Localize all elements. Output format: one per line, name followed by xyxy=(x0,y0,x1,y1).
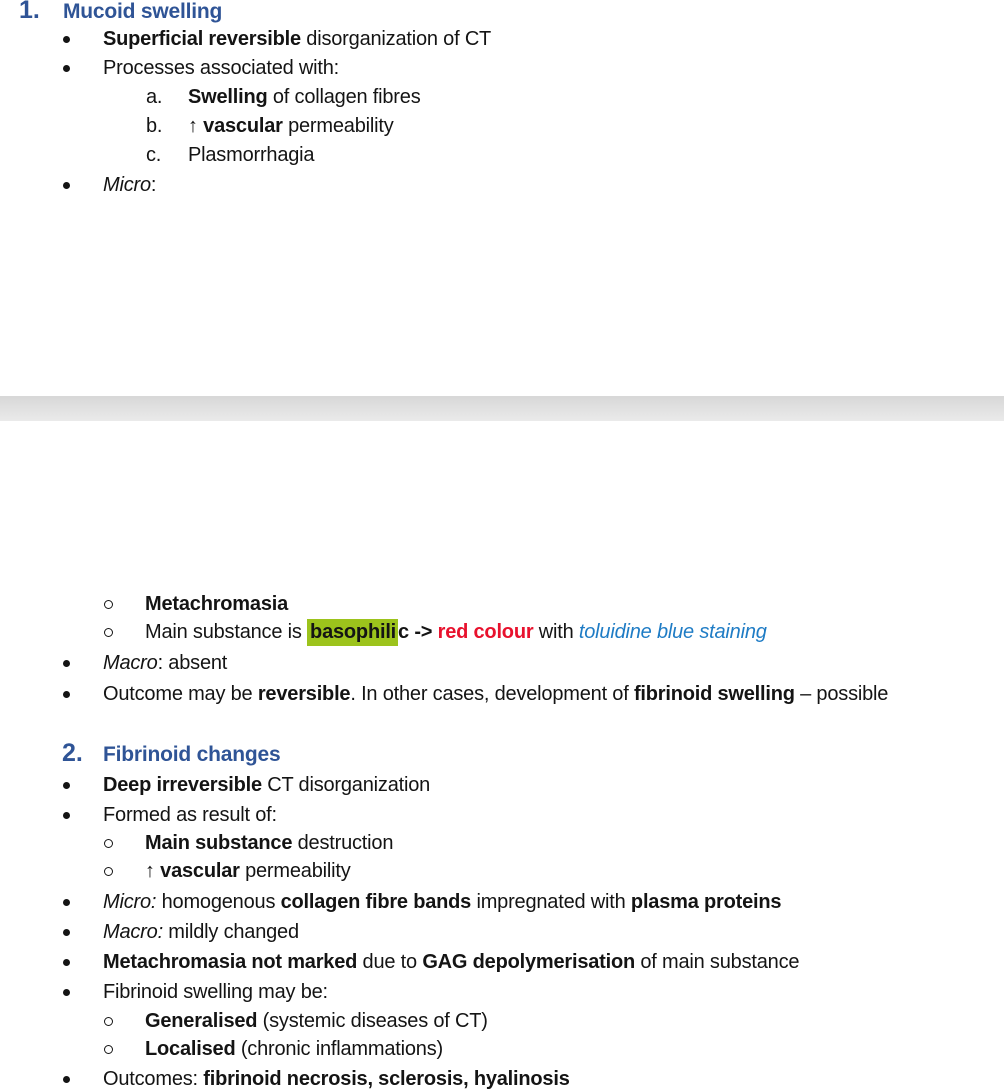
text-segment-bold: Deep irreversible xyxy=(103,774,262,796)
text-segment: Outcomes: xyxy=(103,1068,204,1090)
sub-item-c xyxy=(0,143,1004,168)
list-item-text: Fibrinoid swelling may be: xyxy=(103,981,328,1003)
hollow-bullet-icon xyxy=(104,1017,113,1026)
list-item-text xyxy=(103,27,491,51)
text-segment-bold: c xyxy=(398,621,409,643)
text-segment: permeability xyxy=(282,115,394,137)
list-item-micro xyxy=(0,173,1004,198)
bullet-icon xyxy=(63,899,70,906)
hollow-bullet-icon xyxy=(104,628,113,637)
sub-item-text xyxy=(145,831,393,855)
sub-item-text xyxy=(188,85,421,109)
bullet-icon xyxy=(63,182,70,189)
list-item-deep xyxy=(0,773,1004,798)
list-item-text: Formed as result of: xyxy=(103,804,277,826)
section-2-title: Fibrinoid changes xyxy=(103,743,281,766)
text-segment: of main substance xyxy=(635,951,800,973)
text-segment-bold: collagen fibre bands xyxy=(280,891,472,913)
text-segment-bold: Swelling xyxy=(188,86,268,108)
bullet-icon xyxy=(63,929,70,936)
list-item-outcome xyxy=(0,682,1004,707)
sub-item-metachromasia xyxy=(0,592,1004,617)
sub-item-text xyxy=(188,114,394,138)
text-segment-italic: Micro: xyxy=(103,891,157,913)
bullet-icon xyxy=(63,812,70,819)
text-segment-bold: Localised xyxy=(145,1038,236,1060)
sub-item-main-destruction xyxy=(0,831,1004,856)
sub-item-main-substance xyxy=(0,620,1004,645)
text-segment-bold: GAG depolymerisation xyxy=(422,951,636,973)
list-item-macro-2 xyxy=(0,920,1004,945)
list-marker-b: b. xyxy=(146,115,163,137)
hollow-bullet-icon xyxy=(104,1045,113,1054)
text-segment-italic: Micro xyxy=(103,174,151,196)
text-segment-bold: Superficial reversible xyxy=(103,28,301,50)
text-segment-bold-up-arrow: ↑ vascular xyxy=(145,860,240,882)
bullet-icon xyxy=(63,65,70,72)
text-segment-bold: fibrinoid necrosis, sclerosis, hyalinosis xyxy=(203,1068,570,1090)
list-item-text xyxy=(103,1067,570,1091)
hollow-bullet-icon xyxy=(104,839,113,848)
list-item-formed xyxy=(0,803,1004,828)
sub-item-text: Plasmorrhagia xyxy=(188,144,315,166)
text-segment: with xyxy=(533,621,579,643)
text-segment: . In other cases, development of xyxy=(350,683,634,705)
text-segment-bold: Metachromasia not marked xyxy=(103,951,358,973)
text-segment-italic: Macro: xyxy=(103,921,163,943)
sub-item-text xyxy=(145,620,767,644)
text-segment: Main substance is xyxy=(145,621,308,643)
list-item-superficial xyxy=(0,27,1004,52)
list-item-macro xyxy=(0,651,1004,676)
text-segment-bold: fibrinoid swelling xyxy=(633,683,795,705)
bullet-icon xyxy=(63,959,70,966)
text-segment: (systemic diseases of CT) xyxy=(257,1010,488,1032)
section-1-title: Mucoid swelling xyxy=(63,0,223,23)
sub-item-b xyxy=(0,114,1004,139)
bullet-icon xyxy=(63,989,70,996)
list-item-text xyxy=(103,651,227,675)
text-segment: – possible xyxy=(794,683,889,705)
list-item-text xyxy=(103,890,781,914)
sub-item-a xyxy=(0,85,1004,110)
list-item-text xyxy=(103,950,799,974)
list-item-metachromasia-2 xyxy=(0,950,1004,975)
list-item-outcomes xyxy=(0,1067,1004,1092)
text-segment: of collagen fibres xyxy=(267,86,421,108)
bullet-icon xyxy=(63,660,70,667)
list-marker-c: c. xyxy=(146,144,162,166)
bullet-icon xyxy=(63,691,70,698)
text-segment-bold: Generalised xyxy=(145,1010,258,1032)
text-segment: (chronic inflammations) xyxy=(235,1038,443,1060)
bullet-icon xyxy=(63,782,70,789)
page-break-separator xyxy=(0,396,1004,421)
text-segment: : xyxy=(150,174,157,196)
text-segment: : absent xyxy=(157,652,228,674)
text-segment: destruction xyxy=(292,832,394,854)
text-segment-red: red colour xyxy=(437,621,534,643)
sub-item-text xyxy=(145,592,288,616)
hollow-bullet-icon xyxy=(104,867,113,876)
text-segment: due to xyxy=(357,951,423,973)
text-segment-bold-up-arrow: ↑ vascular xyxy=(188,115,283,137)
text-segment: CT disorganization xyxy=(261,774,431,796)
list-item-text: Processes associated with: xyxy=(103,57,340,79)
section-1-heading xyxy=(0,0,1004,23)
list-item-text xyxy=(103,682,888,706)
text-segment: Outcome may be xyxy=(103,683,258,705)
arrow-text: -> xyxy=(408,621,438,643)
text-segment-highlighted: basophili xyxy=(307,619,398,646)
text-segment: homogenous xyxy=(156,891,281,913)
bullet-icon xyxy=(63,36,70,43)
text-segment-bold: plasma proteins xyxy=(630,891,782,913)
section-2-number: 2. xyxy=(62,739,83,767)
text-segment: impregnated with xyxy=(471,891,631,913)
list-item-text xyxy=(103,920,299,944)
sub-item-vascular xyxy=(0,859,1004,884)
text-segment: disorganization of CT xyxy=(300,28,492,50)
text-segment: permeability xyxy=(239,860,351,882)
bullet-icon xyxy=(63,1076,70,1083)
hollow-bullet-icon xyxy=(104,600,113,609)
sub-item-generalised xyxy=(0,1009,1004,1034)
text-segment-bold: Main substance xyxy=(145,832,293,854)
section-2-heading xyxy=(0,741,1004,766)
list-item-micro-2 xyxy=(0,890,1004,915)
sub-item-text xyxy=(145,859,351,883)
list-item-text xyxy=(103,773,430,797)
section-1-number: 1. xyxy=(19,0,40,24)
list-item-maybe xyxy=(0,980,1004,1005)
text-segment-blue-italic: toluidine blue staining xyxy=(578,621,767,643)
sub-item-localised xyxy=(0,1037,1004,1062)
sub-item-text xyxy=(145,1037,443,1061)
list-item-text xyxy=(103,173,156,197)
list-marker-a: a. xyxy=(146,86,163,108)
text-segment: mildly changed xyxy=(162,921,299,943)
list-item-processes xyxy=(0,56,1004,81)
text-segment-bold: Metachromasia xyxy=(145,593,289,615)
text-segment-bold: reversible xyxy=(257,683,351,705)
text-segment-italic: Macro xyxy=(103,652,158,674)
sub-item-text xyxy=(145,1009,488,1033)
